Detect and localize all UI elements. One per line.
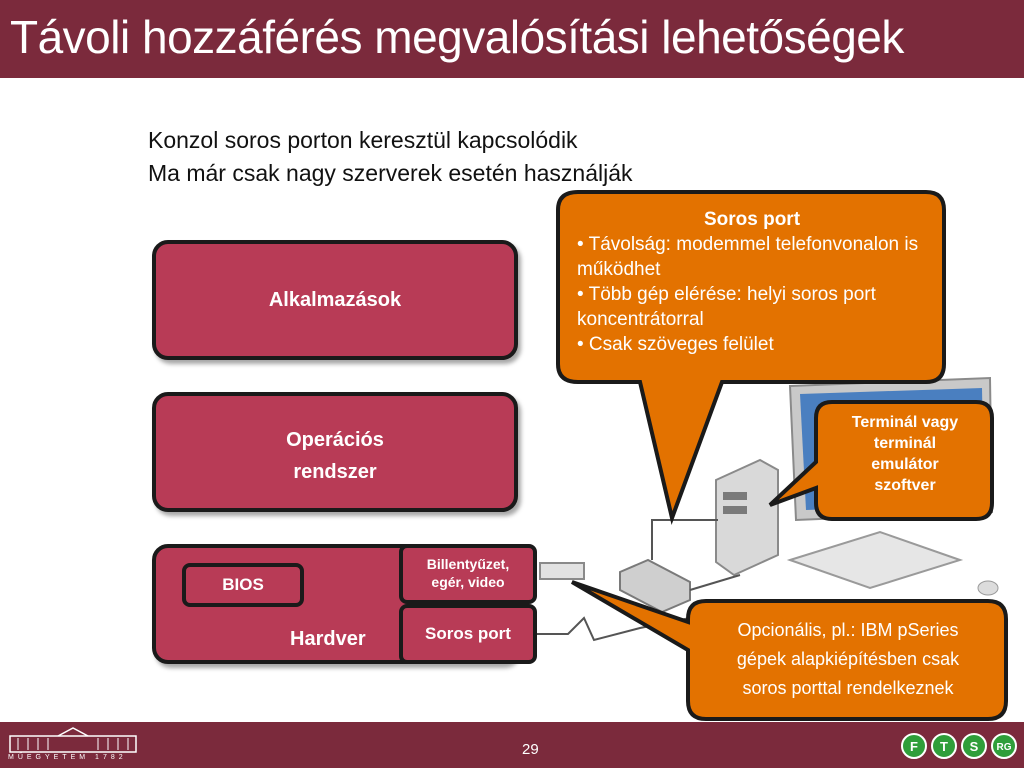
keyboard-video-block	[399, 544, 537, 604]
server-tower-icon	[716, 460, 778, 575]
kbd-label-1: Billentyűzet,	[426, 556, 510, 572]
ftsrg-logo-icon	[900, 732, 1020, 760]
callout-terminal-line-2: terminál	[873, 435, 937, 452]
callout-terminal-line-3: emulátor	[871, 456, 939, 473]
callout-serial-item-3: • Csak szöveges felület	[577, 334, 774, 355]
university-logo-text: MŰEGYETEM 1782	[8, 754, 127, 761]
layer-operating-system	[152, 392, 518, 512]
callout-optional-line-3: soros porttal rendelkeznek	[742, 678, 954, 698]
serial-port-block	[399, 604, 537, 664]
logo-letter-s: S	[969, 739, 979, 754]
callout-serial-title: Soros port	[703, 209, 801, 230]
mouse-icon	[978, 581, 998, 595]
layer-hardware-label: Hardver	[290, 628, 366, 650]
logo-letter-rg: RG	[996, 742, 1012, 753]
keyboard-icon	[790, 532, 960, 588]
bios-block	[182, 563, 304, 607]
serial-port-label: Soros port	[425, 624, 511, 643]
layer-os-label-1: Operációs	[286, 429, 384, 451]
slide-title: Távoli hozzáférés megvalósítási lehetőségek	[10, 11, 904, 63]
bios-label: BIOS	[222, 575, 264, 594]
footer-bar	[0, 722, 1024, 768]
callout-terminal-line-4: szoftver	[874, 477, 936, 494]
callout-optional-line-2: gépek alapkiépítésben csak	[736, 649, 960, 669]
callout-serial-text	[577, 207, 927, 357]
logo-letter-f: F	[910, 739, 918, 754]
layer-applications-label: Alkalmazások	[268, 289, 402, 311]
logo-letter-t: T	[940, 739, 948, 754]
kbd-label-2: egér, video	[431, 574, 505, 590]
callout-optional-line-1: Opcionális, pl.: IBM pSeries	[737, 620, 959, 640]
bullet-1: Konzol soros porton keresztül kapcsolódik	[148, 127, 578, 153]
page-number: 29	[522, 741, 539, 758]
connector-plug-icon	[540, 563, 584, 579]
callout-optional-text	[698, 616, 998, 703]
bullet-2: Ma már csak nagy szerverek esetén használják	[148, 160, 633, 186]
callout-terminal-text	[824, 412, 986, 496]
callout-serial-item-2: • Több gép elérése: helyi soros port koncentrátorral	[577, 284, 876, 330]
layer-os-label-2: rendszer	[293, 461, 377, 483]
layer-applications	[152, 240, 518, 360]
callout-serial-item-1: • Távolság: modemmel telefonvonalon is működhet	[577, 234, 919, 280]
callout-terminal-line-1: Terminál vagy	[851, 414, 959, 431]
